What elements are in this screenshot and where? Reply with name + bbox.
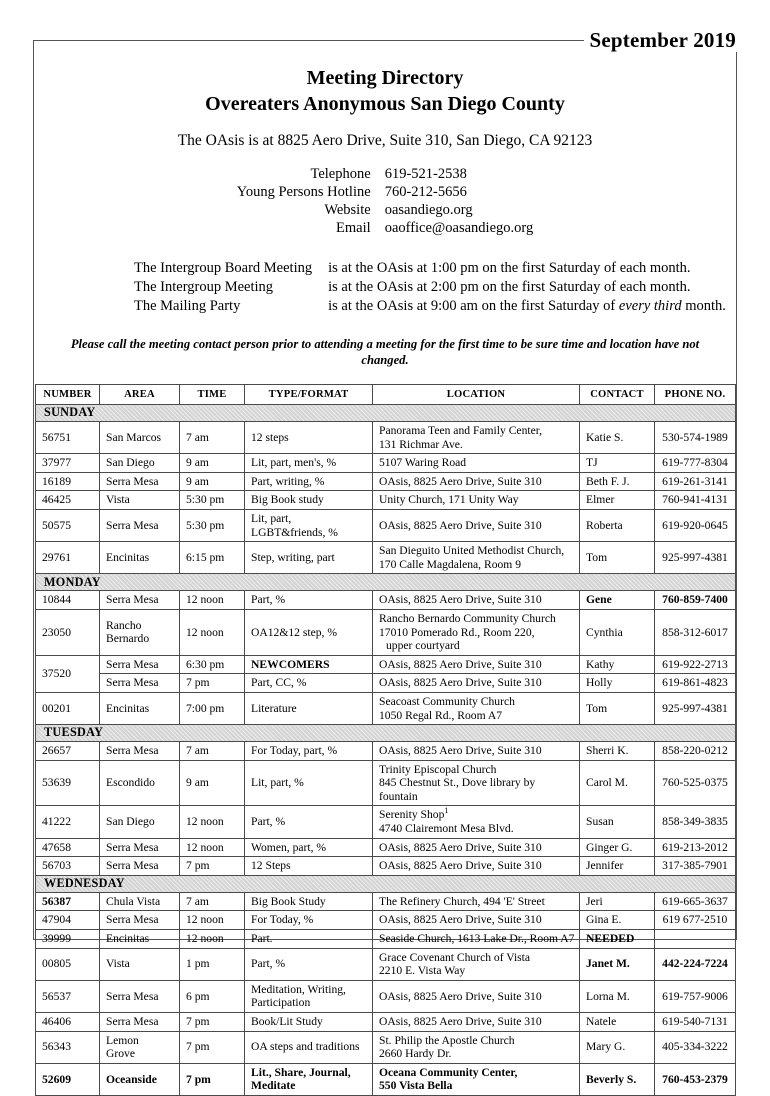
cell-phone: 858-220-0212 <box>655 742 736 761</box>
contact-value-email: oaoffice@oasandiego.org <box>384 220 534 236</box>
meeting-directory-table <box>35 384 736 1096</box>
cell-contact: Tom <box>580 542 655 574</box>
table-row <box>36 930 736 949</box>
table-row <box>36 692 736 724</box>
cell-type-format <box>245 980 373 1012</box>
cell-area: San Diego <box>100 454 180 473</box>
cell-area: Serra Mesa <box>100 509 180 541</box>
cell-line: Participation <box>251 996 311 1010</box>
cell-location <box>373 422 580 454</box>
cell-area: San Diego <box>100 806 180 838</box>
cell-contact: Janet M. <box>580 948 655 980</box>
cell-location <box>373 509 580 541</box>
cell-line: OAsis, 8825 Aero Drive, Suite 310 <box>379 657 542 671</box>
day-label: WEDNESDAY <box>36 875 736 892</box>
cell-type-format: Women, part, % <box>245 838 373 857</box>
cell-time: 5:30 pm <box>180 491 245 510</box>
cell-phone: 760-941-4131 <box>655 491 736 510</box>
cell-time: 7 pm <box>180 857 245 876</box>
intergroup-notes <box>134 259 726 316</box>
cell-phone: 317-385-7901 <box>655 857 736 876</box>
table-row <box>36 911 736 930</box>
cell-line: OAsis, 8825 Aero Drive, Suite 310 <box>379 474 542 488</box>
page-title: Meeting Directory <box>306 67 464 89</box>
cell-location <box>373 948 580 980</box>
cell-line: 4740 Clairemont Mesa Blvd. <box>379 822 514 836</box>
table-row <box>36 857 736 876</box>
cell-time: 12 noon <box>180 806 245 838</box>
cell-line: Rancho <box>106 618 142 632</box>
cell-meeting-number: 56343 <box>36 1031 100 1063</box>
cell-area: Serra Mesa <box>100 472 180 491</box>
cell-contact: Jennifer <box>580 857 655 876</box>
cell-type-format: Literature <box>245 692 373 724</box>
table-row <box>36 1013 736 1032</box>
cell-phone: 619-777-8304 <box>655 454 736 473</box>
table-header-row <box>36 385 736 405</box>
table-row <box>36 591 736 610</box>
cell-contact: TJ <box>580 454 655 473</box>
cell-location <box>373 655 580 674</box>
column-header-contact: CONTACT <box>580 385 655 405</box>
cell-area: Encinitas <box>100 692 180 724</box>
cell-type-format: Lit, part, % <box>245 760 373 806</box>
cell-time: 7 pm <box>180 1013 245 1032</box>
cell-type-format: For Today, part, % <box>245 742 373 761</box>
contact-label-website: Website <box>324 202 371 218</box>
cell-phone: 925-997-4381 <box>655 542 736 574</box>
table-row <box>36 948 736 980</box>
cell-line: Rancho Bernardo Community Church <box>379 611 556 625</box>
cell-phone: 760-453-2379 <box>655 1063 736 1095</box>
cell-time: 7 pm <box>180 1063 245 1095</box>
cell-type-format: Lit, part, men's, % <box>245 454 373 473</box>
cell-line: Trinity Episcopal Church <box>379 762 497 776</box>
note-text-emphasis: every third <box>618 298 682 314</box>
table-row <box>36 609 736 655</box>
cell-phone: 619-920-0645 <box>655 509 736 541</box>
cell-meeting-number: 46406 <box>36 1013 100 1032</box>
cell-type-format: Big Book Study <box>245 892 373 911</box>
cell-contact: Beverly S. <box>580 1063 655 1095</box>
contact-label-email: Email <box>336 220 371 236</box>
cell-type-format: OA12&12 step, % <box>245 609 373 655</box>
cell-meeting-number: 53639 <box>36 760 100 806</box>
day-label: TUESDAY <box>36 725 736 742</box>
cell-location <box>373 542 580 574</box>
cell-line: Oceana Community Center, <box>379 1065 518 1079</box>
cell-location <box>373 491 580 510</box>
cell-phone: 442-224-7224 <box>655 948 736 980</box>
note-label-board-meeting: The Intergroup Board Meeting <box>134 260 313 276</box>
cell-line: Grace Covenant Church of Vista <box>379 950 531 964</box>
cell-line: OAsis, 8825 Aero Drive, Suite 310 <box>379 859 542 873</box>
cell-type-format: 12 Steps <box>245 857 373 876</box>
column-header-time: TIME <box>180 385 245 405</box>
table-row <box>36 674 736 693</box>
cell-phone <box>655 930 736 949</box>
table-row <box>36 454 736 473</box>
contact-row <box>237 201 533 219</box>
contact-label-hotline: Young Persons Hotline <box>236 184 371 200</box>
cell-time: 7:00 pm <box>180 692 245 724</box>
table-row <box>36 1063 736 1095</box>
cell-line: Lemon <box>106 1033 139 1047</box>
cell-area: Escondido <box>100 760 180 806</box>
cell-line: St. Philip the Apostle Church <box>379 1033 515 1047</box>
cell-contact: Natele <box>580 1013 655 1032</box>
cell-location <box>373 591 580 610</box>
cell-time: 12 noon <box>180 591 245 610</box>
cell-type-format <box>245 509 373 541</box>
table-row <box>36 838 736 857</box>
table-row <box>36 655 736 674</box>
cell-meeting-number: 56703 <box>36 857 100 876</box>
cell-contact: Tom <box>580 692 655 724</box>
cell-meeting-number: 26657 <box>36 742 100 761</box>
table-row <box>36 1031 736 1063</box>
cell-line: Serenity Shop$^1$ <box>379 806 449 822</box>
cell-time: 9 am <box>180 472 245 491</box>
note-text-post: month. <box>681 298 726 314</box>
cell-line: Seaside Church, 1613 Lake Dr., Room A7 <box>379 932 575 946</box>
table-row <box>36 742 736 761</box>
cell-line: OAsis, 8825 Aero Drive, Suite 310 <box>379 676 542 690</box>
cell-area: San Marcos <box>100 422 180 454</box>
document-body <box>34 41 736 1096</box>
cell-type-format: Part, CC, % <box>245 674 373 693</box>
note-text-pre: is at the OAsis at 9:00 am on the first Saturday of <box>328 298 619 314</box>
cell-line: 2660 Hardy Dr. <box>379 1047 452 1061</box>
cell-meeting-number: 10844 <box>36 591 100 610</box>
cell-contact: Ginger G. <box>580 838 655 857</box>
contact-value-telephone: 619-521-2538 <box>384 166 467 182</box>
cell-time: 12 noon <box>180 911 245 930</box>
table-row <box>36 806 736 838</box>
cell-phone: 858-312-6017 <box>655 609 736 655</box>
cell-contact: Susan <box>580 806 655 838</box>
cell-meeting-number: 46425 <box>36 491 100 510</box>
cell-type-format: 12 steps <box>245 422 373 454</box>
cell-phone: 619 677-2510 <box>655 911 736 930</box>
cell-area <box>100 609 180 655</box>
cell-line: OAsis, 8825 Aero Drive, Suite 310 <box>379 840 542 854</box>
note-row <box>134 297 726 316</box>
cell-type-format: For Today, % <box>245 911 373 930</box>
cell-location <box>373 1031 580 1063</box>
cell-meeting-number: 56537 <box>36 980 100 1012</box>
cell-type-format: NEWCOMERS <box>245 655 373 674</box>
cell-location <box>373 472 580 491</box>
cell-meeting-number: 41222 <box>36 806 100 838</box>
note-text-intergroup-meeting: is at the OAsis at 2:00 pm on the first Saturday of each month. <box>328 279 691 295</box>
cell-type-format: Part, writing, % <box>245 472 373 491</box>
cell-area: Serra Mesa <box>100 838 180 857</box>
cell-location <box>373 742 580 761</box>
cell-type-format: Step, writing, part <box>245 542 373 574</box>
cell-location <box>373 930 580 949</box>
cell-contact: Elmer <box>580 491 655 510</box>
cell-location <box>373 760 580 806</box>
cell-line: OAsis, 8825 Aero Drive, Suite 310 <box>379 913 542 927</box>
cell-phone: 619-261-3141 <box>655 472 736 491</box>
cell-area: Vista <box>100 948 180 980</box>
cell-contact: Roberta <box>580 509 655 541</box>
note-row <box>134 278 726 297</box>
cell-area: Serra Mesa <box>100 911 180 930</box>
cell-contact: Jeri <box>580 892 655 911</box>
contact-value-hotline: 760-212-5656 <box>384 184 467 200</box>
table-row <box>36 542 736 574</box>
cell-time: 9 am <box>180 454 245 473</box>
cell-phone: 619-922-2713 <box>655 655 736 674</box>
cell-location <box>373 980 580 1012</box>
cell-phone: 530-574-1989 <box>655 422 736 454</box>
cell-line: OAsis, 8825 Aero Drive, Suite 310 <box>379 593 542 607</box>
cell-line: OAsis, 8825 Aero Drive, Suite 310 <box>379 744 542 758</box>
cell-line: Seacoast Community Church <box>379 694 515 708</box>
cell-meeting-number: 52609 <box>36 1063 100 1095</box>
table-row <box>36 472 736 491</box>
cell-line: upper courtyard <box>386 639 460 653</box>
cell-phone: 405-334-3222 <box>655 1031 736 1063</box>
cell-line: 2210 E. Vista Way <box>379 964 466 978</box>
cell-location <box>373 692 580 724</box>
office-address: The OAsis is at 8825 Aero Drive, Suite 310, San Diego, CA 92123 <box>177 132 593 149</box>
cell-phone: 619-213-2012 <box>655 838 736 857</box>
cell-line: Panorama Teen and Family Center, <box>379 424 543 437</box>
cell-type-format: Part, % <box>245 806 373 838</box>
cell-meeting-number: 37520 <box>36 655 100 692</box>
cell-location <box>373 838 580 857</box>
cell-time: 7 am <box>180 422 245 454</box>
cell-location <box>373 454 580 473</box>
cell-meeting-number: 39999 <box>36 930 100 949</box>
cell-location <box>373 806 580 838</box>
cell-location <box>373 674 580 693</box>
cell-line: 17010 Pomerado Rd., Room 220, <box>379 625 535 639</box>
day-label: SUNDAY <box>36 405 736 422</box>
cell-area: Serra Mesa <box>100 857 180 876</box>
cell-time: 6 pm <box>180 980 245 1012</box>
cell-contact: Holly <box>580 674 655 693</box>
cell-phone: 925-997-4381 <box>655 692 736 724</box>
cell-time: 12 noon <box>180 838 245 857</box>
cell-line: Lit., Share, Journal, <box>251 1065 351 1079</box>
cell-phone: 619-665-3637 <box>655 892 736 911</box>
cell-location <box>373 857 580 876</box>
table-row <box>36 892 736 911</box>
cell-contact: Beth F. J. <box>580 472 655 491</box>
cell-time: 9 am <box>180 760 245 806</box>
cell-type-format: Book/Lit Study <box>245 1013 373 1032</box>
cell-line: Meditate <box>251 1079 296 1093</box>
contact-label-telephone: Telephone <box>310 166 371 182</box>
cell-meeting-number: 29761 <box>36 542 100 574</box>
cell-line: San Dieguito United Methodist Church, <box>379 544 565 558</box>
cell-type-format: Part. <box>245 930 373 949</box>
note-label-mailing-party: The Mailing Party <box>134 298 241 314</box>
column-header-location: LOCATION <box>373 385 580 405</box>
column-header-number: NUMBER <box>36 385 100 405</box>
table-row <box>36 509 736 541</box>
table-row <box>36 491 736 510</box>
cell-meeting-number: 56751 <box>36 422 100 454</box>
cell-time: 6:30 pm <box>180 655 245 674</box>
contact-value-website: oasandiego.org <box>384 202 473 218</box>
cell-time: 7 pm <box>180 674 245 693</box>
cell-meeting-number: 50575 <box>36 509 100 541</box>
cell-type-format: OA steps and traditions <box>245 1031 373 1063</box>
day-header-row <box>36 574 736 591</box>
cell-time: 12 noon <box>180 609 245 655</box>
cell-area: Serra Mesa <box>100 591 180 610</box>
cell-phone: 619-757-9006 <box>655 980 736 1012</box>
cell-contact: Mary G. <box>580 1031 655 1063</box>
cell-line: OAsis, 8825 Aero Drive, Suite 310 <box>379 1015 542 1028</box>
cell-contact: Lorna M. <box>580 980 655 1012</box>
cell-line: 170 Calle Magdalena, Room 9 <box>379 557 521 571</box>
cell-line: Meditation, Writing, <box>251 982 346 996</box>
masthead <box>34 41 736 151</box>
table-row <box>36 980 736 1012</box>
cell-area: Chula Vista <box>100 892 180 911</box>
advisory-notice: Please call the meeting contact person prior to attending a meeting for the first time to be sure time and location have not changed. <box>70 337 700 367</box>
cell-line: 5107 Waring Road <box>379 456 467 470</box>
cell-area <box>100 1031 180 1063</box>
table-row <box>36 760 736 806</box>
cell-time: 7 am <box>180 892 245 911</box>
cell-meeting-number: 47904 <box>36 911 100 930</box>
cell-location <box>373 1013 580 1032</box>
cell-contact: Kathy <box>580 655 655 674</box>
cell-line: OAsis, 8825 Aero Drive, Suite 310 <box>379 518 542 532</box>
cell-area: Serra Mesa <box>100 980 180 1012</box>
cell-contact: Sherri K. <box>580 742 655 761</box>
cell-line: Grove <box>106 1047 135 1061</box>
cell-meeting-number: 23050 <box>36 609 100 655</box>
cell-area: Serra Mesa <box>100 742 180 761</box>
cell-time: 6:15 pm <box>180 542 245 574</box>
day-header-row <box>36 405 736 422</box>
cell-time: 5:30 pm <box>180 509 245 541</box>
cell-area: Serra Mesa <box>100 674 180 693</box>
cell-time: 7 pm <box>180 1031 245 1063</box>
cell-line: OAsis, 8825 Aero Drive, Suite 310 <box>379 989 542 1003</box>
cell-contact: Gina E. <box>580 911 655 930</box>
cell-area: Encinitas <box>100 542 180 574</box>
cell-contact: Cynthia <box>580 609 655 655</box>
column-header-phone: PHONE NO. <box>655 385 736 405</box>
cell-type-format: Part, % <box>245 948 373 980</box>
cell-phone: 760-525-0375 <box>655 760 736 806</box>
cell-line: Lit, part, <box>251 511 292 525</box>
table-row <box>36 422 736 454</box>
table-header <box>36 385 736 405</box>
contact-row <box>237 183 533 201</box>
cell-line: 845 Chestnut St., Dove library by fountain <box>379 776 536 803</box>
cell-type-format: Big Book study <box>245 491 373 510</box>
cell-area: Vista <box>100 491 180 510</box>
note-row <box>134 259 726 278</box>
cell-meeting-number: 16189 <box>36 472 100 491</box>
cell-line: 1050 Regal Rd., Room A7 <box>379 708 503 722</box>
cell-contact: NEEDED <box>580 930 655 949</box>
cell-line: LGBT&friends, % <box>251 525 338 539</box>
cell-type-format: Part, % <box>245 591 373 610</box>
cell-meeting-number: 47658 <box>36 838 100 857</box>
cell-area: Oceanside <box>100 1063 180 1095</box>
note-label-intergroup-meeting: The Intergroup Meeting <box>134 279 274 295</box>
column-header-type: TYPE/FORMAT <box>245 385 373 405</box>
day-header-row <box>36 875 736 892</box>
contact-row <box>237 219 533 237</box>
contact-row <box>237 165 533 183</box>
cell-phone: 619-540-7131 <box>655 1013 736 1032</box>
cell-area: Serra Mesa <box>100 1013 180 1032</box>
day-label: MONDAY <box>36 574 736 591</box>
cell-phone: 760-859-7400 <box>655 591 736 610</box>
cell-area: Serra Mesa <box>100 655 180 674</box>
cell-contact: Carol M. <box>580 760 655 806</box>
column-header-area: AREA <box>100 385 180 405</box>
cell-time: 1 pm <box>180 948 245 980</box>
contact-info-block <box>237 165 533 237</box>
day-header-row <box>36 725 736 742</box>
cell-line: The Refinery Church, 494 'E' Street <box>379 894 545 908</box>
organization-name: Overeaters Anonymous San Diego County <box>205 93 565 115</box>
cell-phone: 858-349-3835 <box>655 806 736 838</box>
cell-time: 12 noon <box>180 930 245 949</box>
cell-contact: Gene <box>580 591 655 610</box>
cell-meeting-number: 00805 <box>36 948 100 980</box>
cell-location <box>373 892 580 911</box>
cell-location <box>373 911 580 930</box>
cell-time: 7 am <box>180 742 245 761</box>
cell-phone: 619-861-4823 <box>655 674 736 693</box>
cell-type-format <box>245 1063 373 1095</box>
cell-contact: Katie S. <box>580 422 655 454</box>
footnote-marker: 1 <box>444 806 449 816</box>
note-text-mailing-party <box>328 297 726 316</box>
cell-meeting-number: 00201 <box>36 692 100 724</box>
cell-line: 131 Richmar Ave. <box>379 437 463 451</box>
note-text-board-meeting: is at the OAsis at 1:00 pm on the first Saturday of each month. <box>328 260 691 276</box>
cell-location <box>373 609 580 655</box>
table-body <box>36 405 736 1096</box>
cell-area: Encinitas <box>100 930 180 949</box>
cell-line: 550 Vista Bella <box>379 1079 453 1093</box>
cell-location <box>373 1063 580 1095</box>
cell-line: Unity Church, 171 Unity Way <box>379 493 519 507</box>
cell-meeting-number: 37977 <box>36 454 100 473</box>
issue-date: September 2019 <box>584 28 742 52</box>
cell-meeting-number: 56387 <box>36 892 100 911</box>
cell-line: Bernardo <box>106 632 150 646</box>
